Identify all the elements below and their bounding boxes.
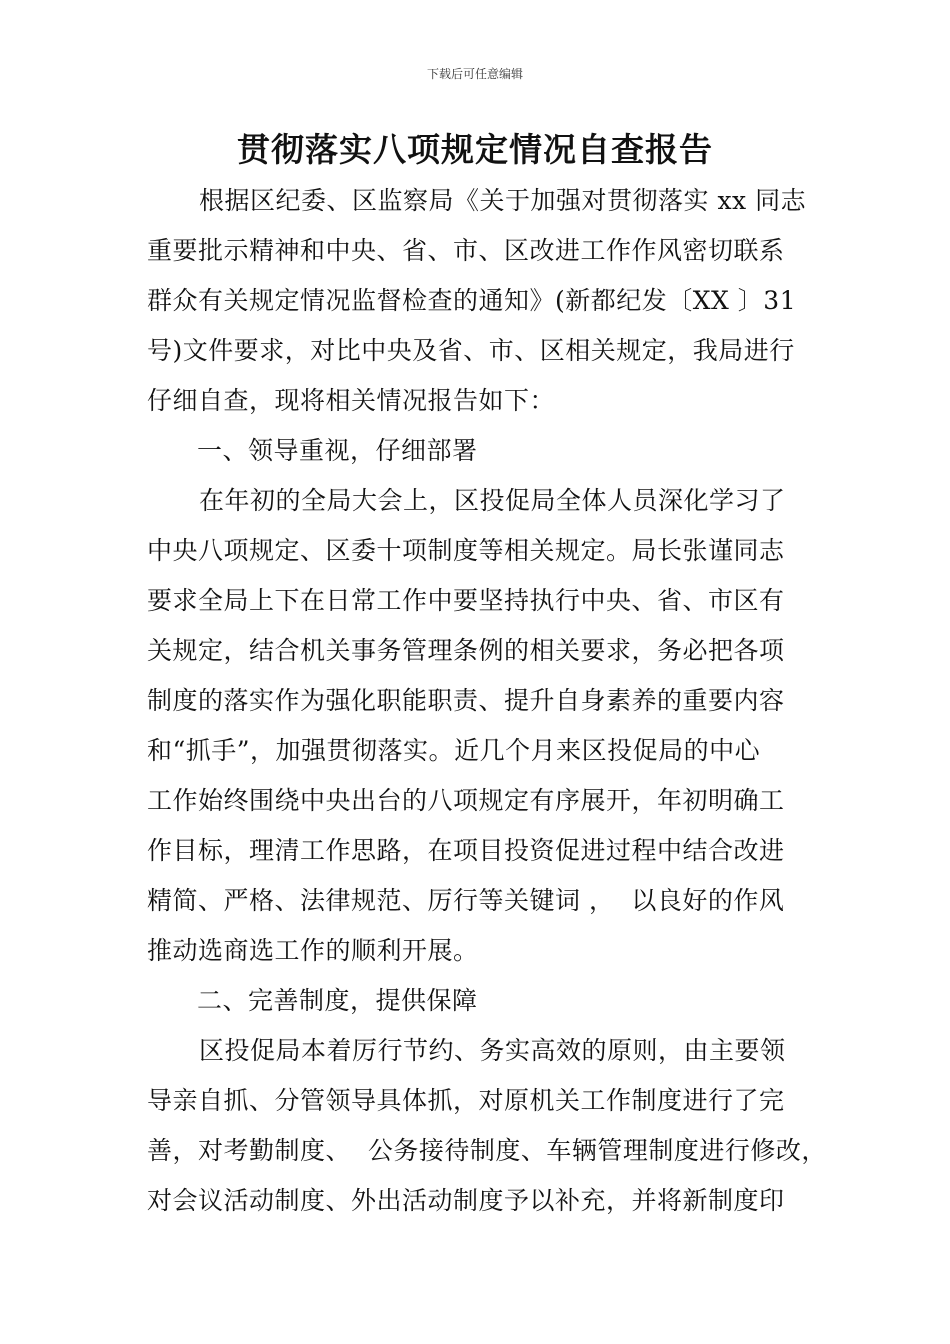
paragraph-line: 区投促局本着厉行节约、务实高效的原则，由主要领 (199, 1036, 786, 1065)
paragraph-line: 要求全局上下在日常工作中要坚持执行中央、省、市区有 (147, 586, 785, 615)
paragraph-line: 制度的落实作为强化职能职责、提升自身素养的重要内容 (147, 686, 785, 715)
paragraph-line: 在年初的全局大会上，区投促局全体人员深化学习了 (199, 486, 786, 515)
paragraph-line: 善，对考勤制度、 公务接待制度、车辆管理制度进行修改， (147, 1136, 827, 1165)
paragraph-line: 和“抓手”，加强贯彻落实。近几个月来区投促局的中心 (147, 736, 761, 765)
paragraph-line: 号)文件要求，对比中央及省、市、区相关规定，我局进行 (147, 336, 795, 365)
document-title: 贯彻落实八项规定情况自查报告 (237, 130, 713, 169)
paragraph-line: 中央八项规定、区委十项制度等相关规定。局长张谨同志 (147, 536, 785, 565)
paragraph-line: 推动选商选工作的顺利开展。 (147, 936, 479, 965)
paragraph-line: 导亲自抓、分管领导具体抓，对原机关工作制度进行了完 (147, 1086, 785, 1115)
paragraph-line: 作目标，理清工作思路，在项目投资促进过程中结合改进 (147, 836, 785, 865)
page-header-note: 下载后可任意编辑 (426, 67, 523, 81)
paragraph-line: 群众有关规定情况监督检查的通知》(新都纪发〔XX 〕31 (147, 286, 797, 315)
paragraph-line: 仔细自查，现将相关情况报告如下： (147, 386, 556, 415)
section-heading: 二、完善制度，提供保障 (197, 986, 478, 1015)
paragraph-line: 根据区纪委、区监察局《关于加强对贯彻落实 xx 同志 (199, 186, 807, 215)
paragraph-line: 精简、严格、法律规范、厉行等关键词 ， 以良好的作风 (147, 886, 785, 915)
paragraph-line: 工作始终围绕中央出台的八项规定有序展开，年初明确工 (147, 786, 785, 815)
paragraph-line: 重要批示精神和中央、省、市、区改进工作作风密切联系 (147, 236, 785, 265)
section-heading: 一、领导重视，仔细部署 (197, 436, 478, 465)
paragraph-line: 关规定，结合机关事务管理条例的相关要求，务必把各项 (147, 636, 785, 665)
paragraph-line: 对会议活动制度、外出活动制度予以补充，并将新制度印 (147, 1186, 785, 1215)
document-body (147, 176, 837, 1226)
